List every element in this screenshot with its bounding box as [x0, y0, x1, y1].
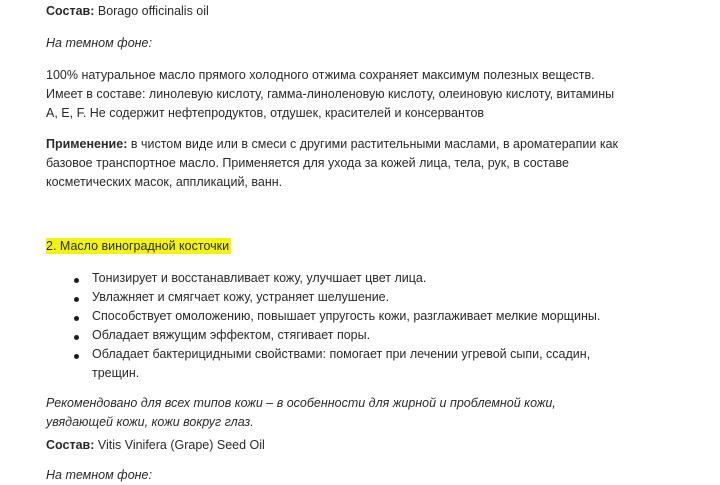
dark-background-label-2: На темном фоне: [46, 468, 152, 482]
section-heading [46, 237, 231, 256]
composition-line-2 [46, 436, 265, 455]
highlighted-heading: 2. Масло виноградной косточки [46, 239, 230, 253]
composition-label: Состав: [46, 4, 95, 18]
bullet-item-5: Обладает бактерицидными свойствами: помогает при лечении угревой сыпи, ссадин, [92, 347, 591, 361]
bullet-item-3: Способствует омоложению, повышает упругость кожи, разглаживает мелкие морщины. [92, 309, 601, 323]
dark-background-label: На темном фоне: [46, 36, 152, 50]
bullet-icon [74, 316, 79, 321]
usage-line-3: косметических масок, аппликаций, ванн. [46, 175, 283, 189]
recommendation-line-1: Рекомендовано для всех типов кожи – в особенности для жирной и проблемной кожи, [46, 396, 556, 410]
description-line-3: А, Е, F. Не содержит нефтепродуктов, отдушек, красителей и консервантов [46, 106, 485, 120]
bullet-icon [74, 278, 79, 283]
bullet-item-4: Обладает вяжущим эффектом, стягивает поры. [92, 328, 371, 342]
bullet-item-5-continuation: трещин. [92, 366, 140, 380]
description-line-2: Имеет в составе: линолевую кислоту, гамма-линоленовую кислоту, олеиновую кислоту, витамины [46, 87, 615, 101]
usage-line-1 [46, 135, 618, 154]
usage-label: Применение: [46, 137, 128, 151]
usage-text: в чистом виде или в смеси с другими растительными маслами, в ароматерапии как [127, 137, 618, 151]
composition-line [46, 2, 209, 21]
composition-value: Borago officinalis oil [97, 4, 209, 18]
bullet-item-1: Тонизирует и восстанавливает кожу, улучшает цвет лица. [92, 271, 427, 285]
usage-line-2: базовое транспортное масло. Применяется для ухода за кожей лица, тела, рук, в составе [46, 156, 569, 170]
description-line-1: 100% натуральное масло прямого холодного отжима сохраняет максимум полезных веществ. [46, 68, 595, 82]
bullet-icon [74, 335, 79, 340]
composition-label-2: Состав: [46, 438, 95, 452]
composition-value-2: Vitis Vinifera (Grape) Seed Oil [94, 438, 265, 452]
bullet-item-2: Увлажняет и смягчает кожу, устраняет шелушение. [92, 290, 390, 304]
recommendation-line-2: увядающей кожи, кожи вокруг глаз. [46, 415, 254, 429]
bullet-icon [74, 354, 79, 359]
bullet-icon [74, 297, 79, 302]
